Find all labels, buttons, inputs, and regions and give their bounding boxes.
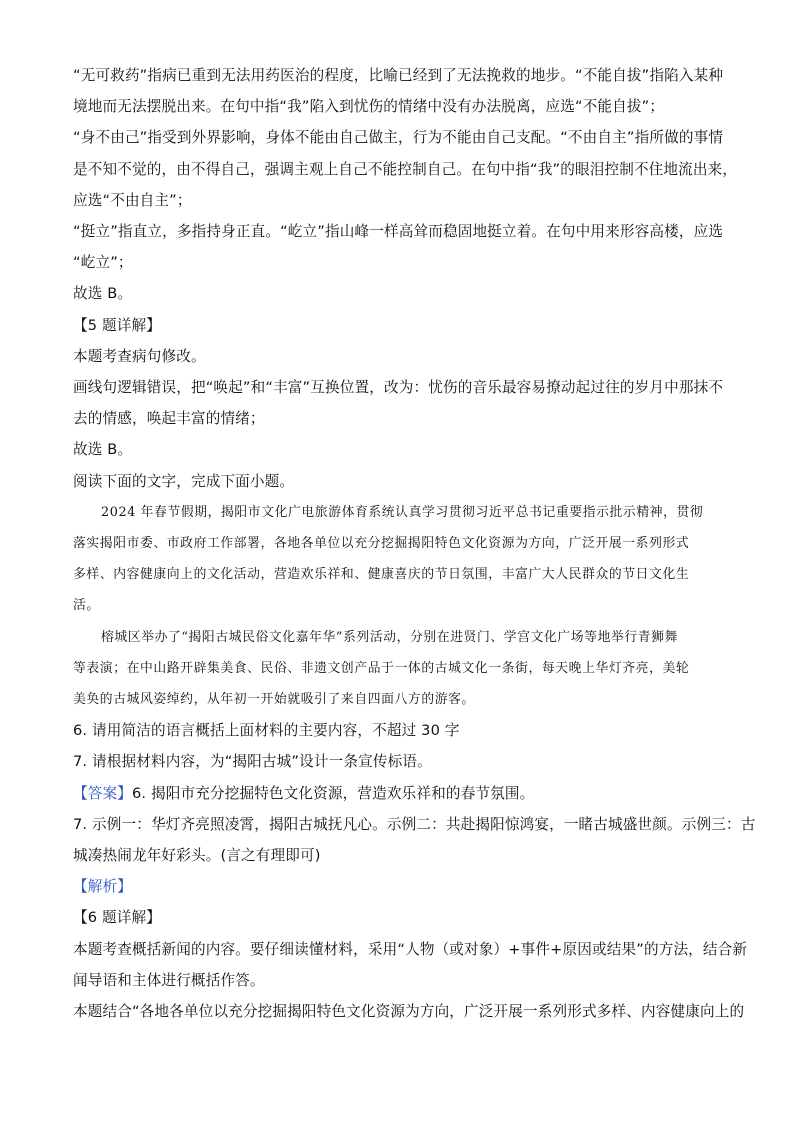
analysis-line-6: “挺立”指直立，多指持身正直。“屹立”指山峰一样高耸而稳固地挺立着。在句中用来形容高楼，应选: [73, 223, 724, 240]
reading-instruction: 阅读下面的文字，完成下面小题。: [73, 473, 295, 490]
q6-line-3: 本题结合“各地各单位以充分挖掘揭阳特色文化资源为方向，广泛开展一系列形式多样、内容健康向上的: [73, 1003, 745, 1020]
q6-line-1: 本题考查概括新闻的内容。要仔细读懂材料，采用“人物（或对象）+事件+原因或结果”的方法，结合新: [73, 941, 748, 958]
passage-line-2: 落实揭阳市委、市政府工作部署，各地各单位以充分挖掘揭阳特色文化资源为方向，广泛开展一系列形式: [73, 536, 690, 551]
q5-conclusion: 故选 B。: [73, 441, 133, 458]
q5-line-2: 画线句逻辑错误，把“唤起”和“丰富”互换位置，改为：忧伤的音乐最容易撩动起过往的岁月中那抹不: [73, 379, 724, 396]
passage-line-5: 榕城区举办了“揭阳古城民俗文化嘉年华”系列活动，分别在进贤门、学宫文化广场等地举行青狮舞: [101, 630, 678, 645]
q6-detail-heading: 【6 题详解】: [73, 909, 161, 926]
passage-line-4: 活。: [73, 598, 100, 613]
answer-label: 【答案】: [73, 785, 132, 802]
analysis-line-7: “屹立”；: [73, 254, 133, 271]
q6-line-2: 闻导语和主体进行概括作答。: [73, 972, 265, 989]
answer-7-line-2: 城凑热闹龙年好彩头。(言之有理即可): [73, 847, 321, 864]
passage-line-1: 2024 年春节假期，揭阳市文化广电旅游体育系统认真学习贯彻习近平总书记重要指示批示精神，贯彻: [101, 505, 704, 520]
passage-line-7: 美奂的古城风姿绰约，从年初一开始就吸引了来自四面八方的游客。: [73, 692, 475, 707]
q5-line-1: 本题考查病句修改。: [73, 348, 206, 365]
analysis-line-5: 应选“不由自主”；: [73, 192, 192, 209]
conclusion-line: 故选 B。: [73, 285, 133, 302]
analysis-line-2: 境地而无法摆脱出来。在句中指“我”陷入到忧伤的情绪中没有办法脱离，应选“不能自拔”；: [73, 98, 665, 115]
analysis-line-4: 是不知不觉的，由不得自己，强调主观上自己不能控制自己。在句中指“我”的眼泪控制不住地流出来，: [73, 161, 738, 178]
q5-detail-heading: 【5 题详解】: [73, 317, 161, 334]
q5-line-3: 去的情感，唤起丰富的情绪；: [73, 410, 265, 427]
analysis-label: 【解析】: [73, 878, 132, 895]
answer-7-line-1: 7. 示例一：华灯齐亮照凌霄，揭阳古城抚凡心。示例二：共赴揭阳惊鸿宴，一睹古城盛世颜。示例三：古: [73, 816, 756, 833]
analysis-line-3: “身不由己”指受到外界影响，身体不能由自己做主，行为不能由自己支配。“不由自主”指所做的事情: [73, 129, 724, 146]
analysis-line-1: “无可救药”指病已重到无法用药医治的程度，比喻已经到了无法挽救的地步。“不能自拔”指陷入某种: [73, 67, 724, 84]
passage-line-3: 多样、内容健康向上的文化活动，营造欢乐祥和、健康喜庆的节日氛围，丰富广大人民群众的节日文化生: [73, 567, 690, 582]
answer-line: [73, 784, 534, 804]
passage-line-6: 等表演；在中山路开辟集美食、民俗、非遗文创产品于一体的古城文化一条街，每天晚上华灯齐亮，美轮: [73, 661, 690, 676]
question-7: 7. 请根据材料内容，为“揭阳古城”设计一条宣传标语。: [73, 753, 432, 770]
question-6: 6. 请用简洁的语言概括上面材料的主要内容，不超过 30 字: [73, 722, 460, 739]
answer-6: 6. 揭阳市充分挖掘特色文化资源，营造欢乐祥和的春节氛围。: [131, 785, 535, 802]
